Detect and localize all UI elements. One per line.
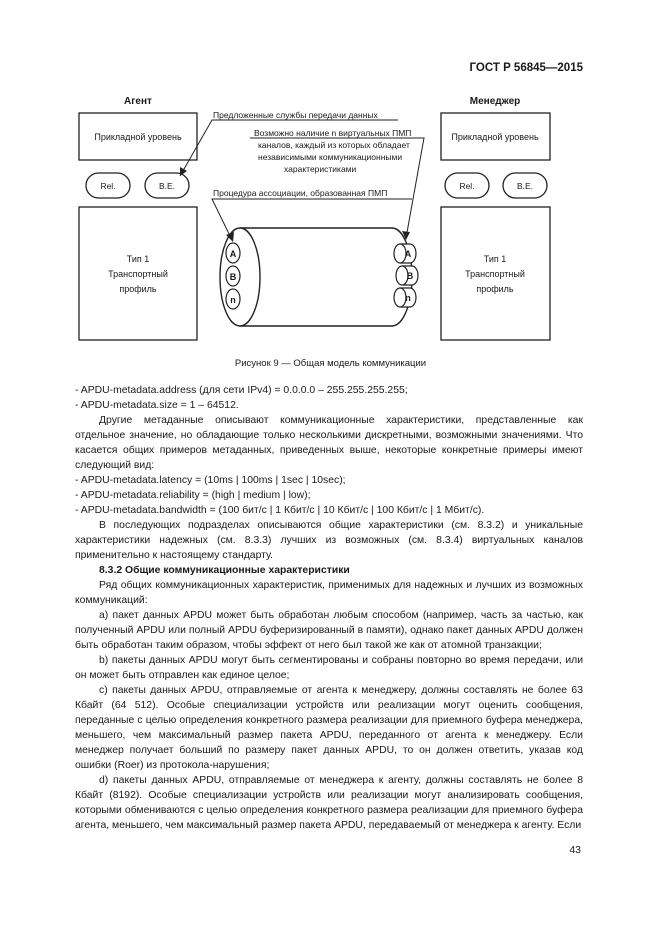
body-text xyxy=(75,383,583,833)
standard-number: ГОСТ Р 56845—2015 xyxy=(469,62,583,74)
svg-text:A: A xyxy=(229,249,237,259)
manager-app-level-label: Прикладной уровень xyxy=(451,132,539,142)
svg-text:A: A xyxy=(404,249,412,259)
list-item-latency: - APDU-metadata.latency = (10ms | 100ms | 1sec | 10sec); xyxy=(75,475,346,486)
callout-virtual-3: независимыми коммуникационными xyxy=(258,152,403,162)
item-d: d) пакеты данных APDU, отправляемые от менеджера к агенту, должны составлять не более 8 Кбайт (8192). Особые специализации устройств или реализации могут анализировать сообщения, которыми обмениваются с целью определения конкретного размера реализации для приемного буфера агента, меньшего, чем максимальный размер пакета APDU, передаваемый от менеджера к агенту. Если xyxy=(75,775,583,831)
callout-services: Предложенные службы передачи данных xyxy=(213,110,378,120)
list-item-reliability: - APDU-metadata.reliability = (high | medium | low); xyxy=(75,490,311,501)
callout-association: Процедура ассоциации, образованная ПМП xyxy=(213,188,388,198)
manager-rel-label: Rel. xyxy=(459,181,475,191)
callout-virtual-1: Возможно наличие n виртуальных ПМП xyxy=(254,128,412,138)
agent-transport-line1: Тип 1 xyxy=(126,254,150,264)
svg-text:B: B xyxy=(406,271,414,281)
list-item-address: - APDU-metadata.address (для сети IPv4) = 0.0.0.0 – 255.255.255.255; xyxy=(75,385,408,396)
svg-text:n: n xyxy=(405,293,411,303)
page-number: 43 xyxy=(569,844,581,856)
agent-rel-label: Rel. xyxy=(100,181,116,191)
agent-app-level-label: Прикладной уровень xyxy=(94,132,182,142)
item-b: b) пакеты данных APDU могут быть сегментированы и собраны повторно во время передачи, или он может быть отправлен как единое целое; xyxy=(75,655,583,681)
channel-b-right xyxy=(396,266,418,285)
svg-text:n: n xyxy=(230,295,236,305)
item-a: а) пакет данных APDU может быть обработан любым способом (например, часть за частью, как полученный APDU или полный APDU буферизированный в памяти), однако пакет данных APDU должен быть обработан таким образом, чтобы эффект от него был такой же как от атомной транзакции; xyxy=(75,610,583,651)
list-item-bandwidth: - APDU-metadata.bandwidth = (100 бит/с | 1 Кбит/с | 10 Кбит/с | 100 Кбит/с | 1 Мбит/с). xyxy=(75,505,485,516)
association-cylinder xyxy=(220,228,412,326)
manager-transport-line2: Транспортный xyxy=(465,269,525,279)
channel-a-left xyxy=(226,243,240,263)
paragraph-common: Ряд общих коммуникационных характеристик, применимых для надежных и лучших из возможных коммуникаций: xyxy=(75,580,583,606)
manager-transport-line1: Тип 1 xyxy=(483,254,507,264)
paragraph-subsections: В последующих подразделах описываются общие характеристики (см. 8.3.2) и уникальные характеристики надежных (см. 8.3.3) лучших из возможных (см. 8.3.4) виртуальных каналов применительно к настоящему стандарту. xyxy=(75,520,583,561)
channel-a-right xyxy=(394,244,416,263)
agent-be-label: B.E. xyxy=(158,181,176,191)
channel-n-right xyxy=(394,288,416,307)
manager-transport-line3: профиль xyxy=(476,284,514,294)
channel-n-left xyxy=(226,289,240,309)
paragraph-metadata: Другие метаданные описывают коммуникационные характеристики, представленные как отдельное значение, но обладающие только несколькими дискретными, возможными значениями. Что касается общих примеров метаданных, приведенных выше, некоторые конкретные примеры имеют следующий вид: xyxy=(75,415,583,471)
communication-model-diagram xyxy=(0,0,661,360)
channel-b-left xyxy=(226,266,240,286)
agent-transport-line3: профиль xyxy=(119,284,157,294)
callout-virtual-2: каналов, каждый из которых обладает xyxy=(258,140,410,150)
section-heading: 8.3.2 Общие коммуникационные характеристики xyxy=(99,565,350,576)
manager-be-label: B.E. xyxy=(516,181,534,191)
figure-caption: Рисунок 9 — Общая модель коммуникации xyxy=(234,358,427,369)
manager-title: Менеджер xyxy=(469,96,521,107)
item-c: с) пакеты данных APDU, отправляемые от агента к менеджеру, должны составлять не более 63 Кбайт (64 512). Особые специализации устройств или реализации могут оценить сообщения, переданные с целью определения конкретного размера реализации для приемного буфера менеджера, меньшего, чем максимальный размер пакета APDU, переданного от агента к менеджеру. Если менеджер получает больший по размеру пакет данных APDU, то он должен ответить, указав код ошибки (Roer) из протокола-нарушения; xyxy=(75,685,583,771)
agent-title: Агент xyxy=(124,96,152,107)
callout-virtual-4: характеристиками xyxy=(284,164,357,174)
list-item-size: - APDU-metadata.size = 1 – 64512. xyxy=(75,400,239,411)
agent-transport-line2: Транспортный xyxy=(108,269,168,279)
svg-text:B: B xyxy=(229,272,237,282)
